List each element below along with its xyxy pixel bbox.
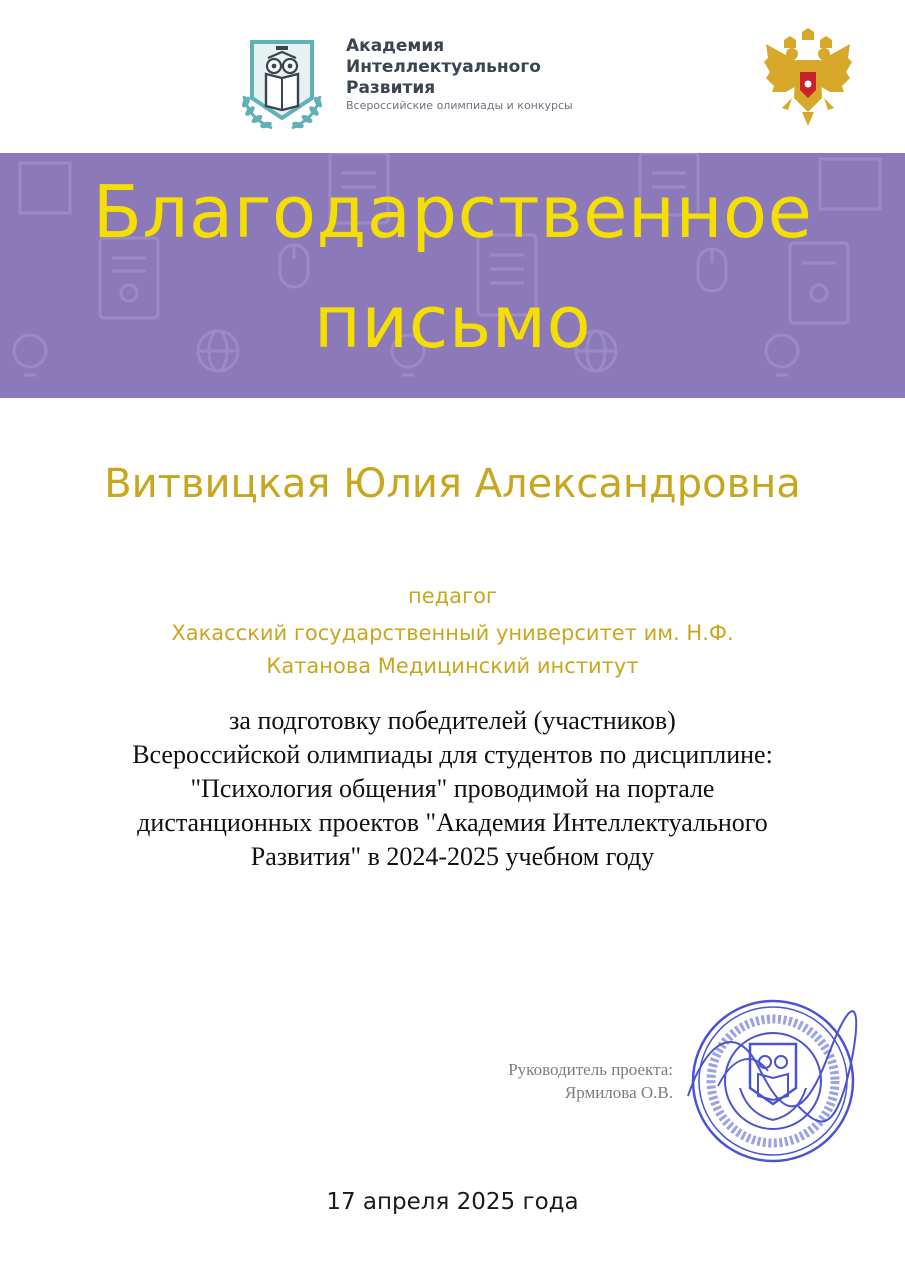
reason-line3: "Психология общения" проводимой на портале — [190, 774, 715, 803]
org-name-line3: Развития — [346, 78, 436, 98]
recipient-position: педагог — [408, 584, 497, 608]
signatory-name: Ярмилова О.В. — [564, 1083, 673, 1102]
award-reason — [0, 704, 905, 874]
reason-line5: Развития" в 2024-2025 учебном году — [250, 842, 655, 871]
owl-book-laurel-logo-icon — [232, 36, 332, 136]
reason-line1: за подготовку победителей (участников) — [229, 706, 676, 735]
round-blue-stamp-icon — [678, 996, 868, 1166]
reason-line4: дистанционных проектов "Академия Интеллектуального — [137, 808, 768, 837]
signature-label: Руководитель проекта: — [508, 1060, 673, 1079]
reason-line2: Всероссийской олимпиады для студентов по дисциплине: — [132, 740, 773, 769]
russian-coat-of-arms-icon — [762, 28, 854, 128]
banner-title-line2: письмо — [313, 280, 592, 364]
org-name-line2: Интеллектуального — [346, 57, 541, 77]
organization-logo-text — [346, 36, 573, 113]
institution-line2: Катанова Медицинский институт — [266, 654, 639, 678]
banner-title-line1: Благодарственное — [92, 170, 813, 254]
org-name-line1: Академия — [346, 36, 445, 56]
issue-date: 17 апреля 2025 года — [326, 1189, 579, 1215]
org-subtitle: Всероссийские олимпиады и конкурсы — [346, 99, 573, 112]
recipient-name: Витвицкая Юлия Александровна — [104, 461, 801, 507]
institution-line1: Хакасский государственный университет им. Н.Ф. — [171, 621, 734, 645]
